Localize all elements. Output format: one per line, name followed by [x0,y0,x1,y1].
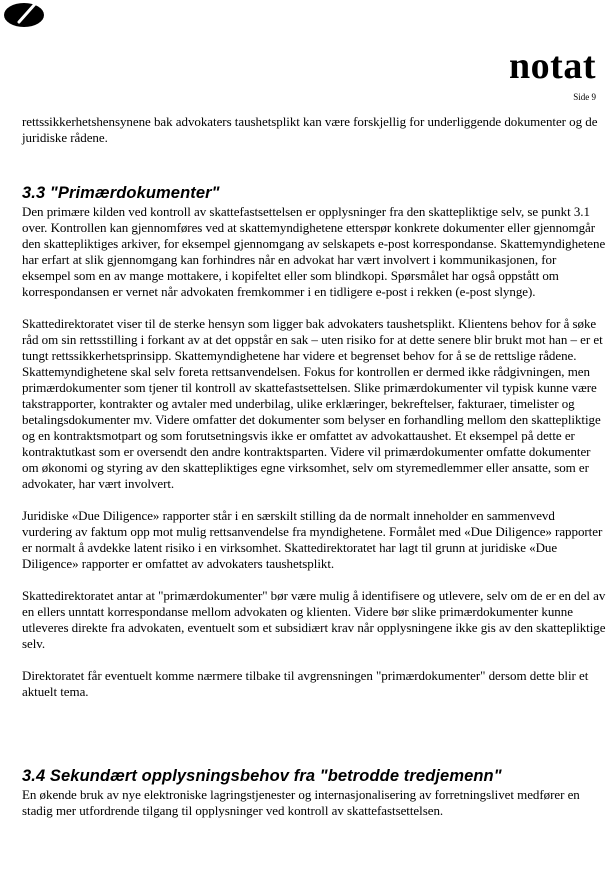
section-3-3-heading: 3.3 "Primærdokumenter" [22,184,220,202]
intro-paragraph: rettssikkerhetshensynene bak advokaters taushetsplikt kan være forskjellig for underliggende dokumenter og de juridiske rådene. [22,114,598,145]
section-3-3-paragraph-4: Skattedirektoratet antar at "primærdokumenter" bør være mulig å identifisere og utlevere, selv om de er en del av en ellers unntatt korrespondanse mellom advokaten og klienten. Videre bør slike primærdokumenter kunne utleveres direkte fra advokaten, eventuelt som et subsidiært krav når opplysningene ikke gis av den skattepliktige selv. [22,588,606,651]
document-type-title: notat [509,45,596,87]
tilted-circle-logo-icon [2,0,46,28]
section-3-4-paragraph-1: En økende bruk av nye elektroniske lagringstjenester og internasjonalisering av forretningslivet medfører en stadig mer utfordrende tilgang til opplysninger ved kontroll av skattefastsettelsen. [22,787,580,818]
section-3-3-paragraph-3: Juridiske «Due Diligence» rapporter står i en særskilt stilling da de normalt inneholder en sammenvevd vurdering av faktum opp mot mulig rettsanvendelse fra myndighetene. Formålet med «Due Diligence» rapporter er normalt å avdekke latent risiko i en virksomhet. Skattedirektoratet har lagt til grunn at juridiske «Due Diligence» rapporter er omfattet av advokaters taushetsplikt. [22,508,603,571]
section-3-4-heading: 3.4 Sekundært opplysningsbehov fra "betrodde tredjemenn" [22,767,502,785]
page-number: Side 9 [573,92,596,102]
section-3-3-paragraph-2: Skattedirektoratet viser til de sterke hensyn som ligger bak advokaters taushetsplikt. Klientens behov for å søke råd om sin rettsstilling i forkant av at det oppstår en sak – uten risiko for at dette senere blir brukt mot han – er et tungt rettssikkerhetsprinsipp. Skattemyndighetene har videre et begrenset behov for å se de rettslige rådene. Skattemyndighetene skal selv foreta rettsanvendelsen. Fokus for kontrollen er dermed ikke rådgivningen, men primærdokumenter som tjener til kontroll av skattefastsettelsen. Slike primærdokumenter vil typisk kunne være takstrapporter, kontrakter og avtaler med underbilag, ulike erklæringer, bekreftelser, fakturaer, timelister og betalingsdokumenter mv. Videre omfatter det dokumenter som belyser en forhandling mellom den skattepliktige og en kontraktsmotpart og som forutsetningsvis ikke er omfattet av advokattaushet. Et eksempel på dette er kontraktutkast som er oversendt den andre kontraktsparten. Videre vil primærdokumenter omfatte dokumenter om økonomi og styring av den skattepliktiges egne virksomhet, selv om styremedlemmer eller ansatte, som er advokater, har vært involvert. [22,316,603,491]
section-3-3-paragraph-1: Den primære kilden ved kontroll av skattefastsettelsen er opplysninger fra den skattepliktige selv, se punkt 3.1 over. Kontrollen kan gjennomføres ved at skattemyndighetene etterspør konkrete dokumenter eller gjennomgår den skattepliktiges arkiver, for eksempel gjennomgang av selskapets e-post korrespondanse. Skattemyndighetene har erfart at slik gjennomgang kan forhindres når en advokat har vært involvert i kommunikasjonen, for eksempel som en av mange mottakere, i kopifeltet eller som blindkopi. Spørsmålet har også oppstått om korrespondansen er vernet når advokaten fremkommer i en tidligere e-post i rekken (e-post slynge). [22,204,606,299]
section-3-3-paragraph-5: Direktoratet får eventuelt komme nærmere tilbake til avgrensningen "primærdokumenter" dersom dette blir et aktuelt tema. [22,668,589,699]
document-body [22,114,608,819]
